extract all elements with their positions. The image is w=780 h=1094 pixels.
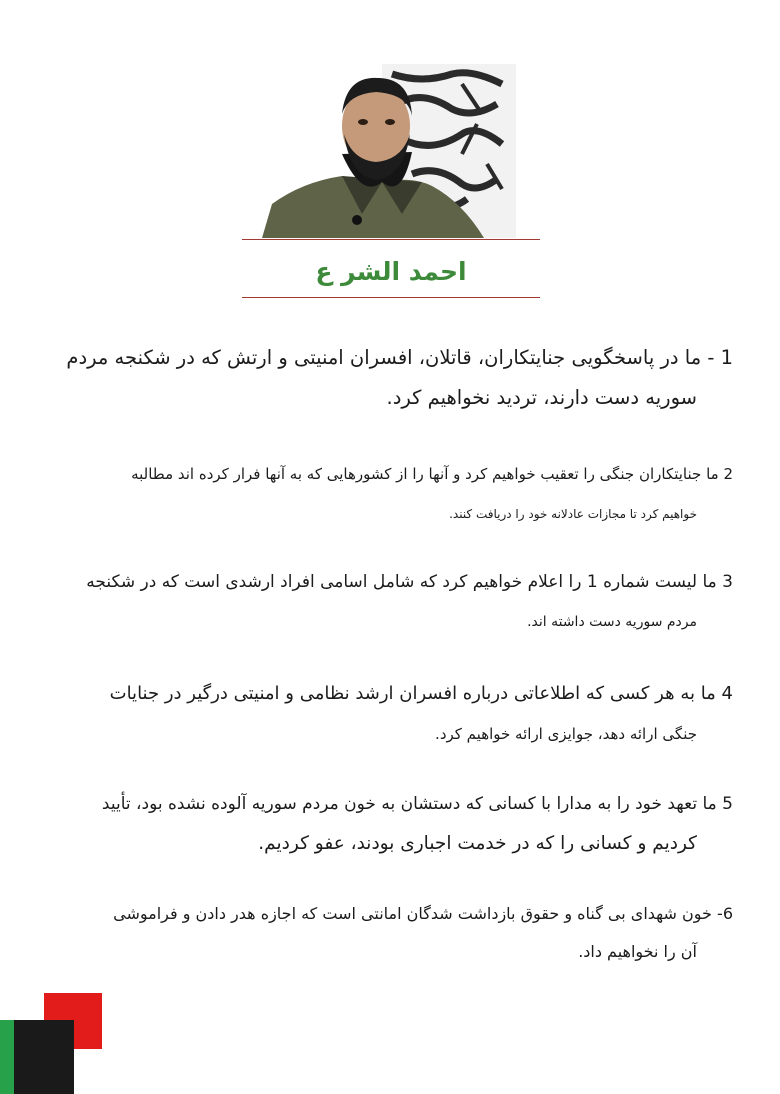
statement-line: جنگی ارائه دهد، جوایزی ارائه خواهیم کرد. bbox=[435, 725, 697, 743]
bottom-divider bbox=[242, 297, 540, 298]
statement-item-1 bbox=[66, 338, 733, 418]
person-name: احمد الشر ع bbox=[315, 257, 467, 286]
statement-line: 2 ما جنایتکاران جنگی را تعقیب خواهیم کرد و آنها را از کشورهایی که به آنها فرار کرده اند مطالبه bbox=[131, 465, 733, 483]
statement-item-2 bbox=[131, 454, 733, 534]
statement-item-6 bbox=[113, 895, 733, 971]
statement-line: مردم سوریه دست داشته اند. bbox=[527, 614, 697, 630]
statement-line: 5 ما تعهد خود را به مدارا با کسانی که دستشان به خون مردم سوریه آلوده نشده بود، تأیید bbox=[101, 794, 733, 814]
statement-line: آن را نخواهیم داد. bbox=[578, 942, 697, 961]
flag-green-bar bbox=[0, 1020, 14, 1094]
statement-line: 4 ما به هر کسی که اطلاعاتی درباره افسران ارشد نظامی و امنیتی درگیر در جنایات bbox=[109, 683, 733, 704]
statement-line: 1 - ما در پاسخگویی جنایتکاران، قاتلان، افسران امنیتی و ارتش که در شکنجه مردم bbox=[66, 346, 733, 369]
statement-item-4 bbox=[110, 674, 733, 754]
statement-line: سوریه دست دارند، تردید نخواهیم کرد. bbox=[386, 386, 697, 409]
statement-line: کردیم و کسانی را که در خدمت اجباری بودند، عفو کردیم. bbox=[258, 833, 697, 854]
top-divider bbox=[242, 239, 540, 240]
statement-item-5 bbox=[102, 784, 733, 864]
portrait-photo bbox=[262, 64, 516, 238]
statement-line: 6- خون شهدای بی گناه و حقوق بازداشت شدگان امانتی است که اجازه هدر دادن و فراموشی bbox=[113, 904, 733, 923]
statement-item-3 bbox=[86, 562, 733, 642]
statement-line: خواهیم کرد تا مجازات عادلانه خود را دریافت کنند. bbox=[449, 507, 697, 521]
statement-line: 3 ما لیست شماره 1 را اعلام خواهیم کرد که شامل اسامی افراد ارشدی است که در شکنجه bbox=[86, 572, 733, 592]
